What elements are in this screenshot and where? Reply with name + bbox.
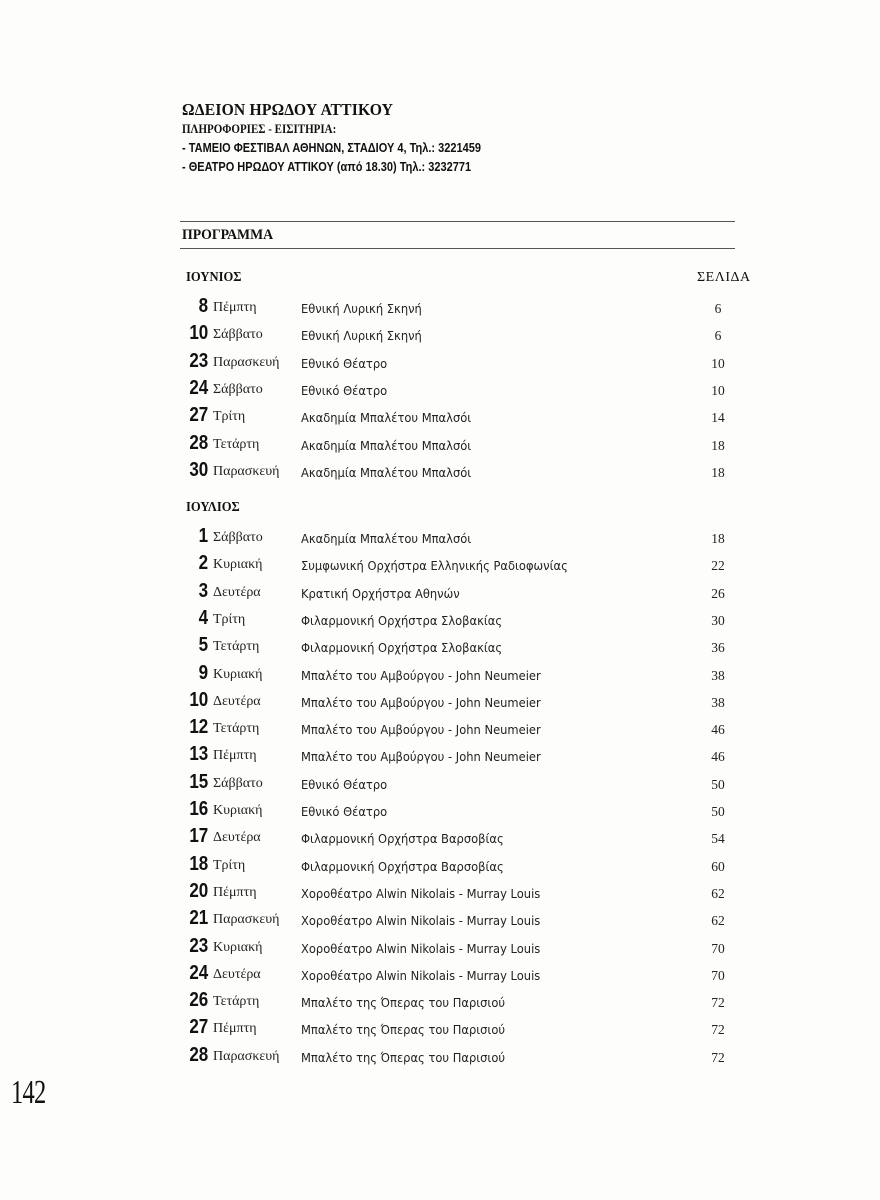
- page-reference: 38: [711, 667, 725, 683]
- event-name: Φιλαρμονική Ορχήστρα Σλοβακίας: [301, 612, 503, 628]
- page-reference: 72: [711, 1022, 725, 1038]
- event-name: Χοροθέατρο Alwin Nikolais - Murray Louis: [301, 967, 541, 983]
- schedule-row: [0, 659, 880, 686]
- day-number: 23: [189, 934, 208, 957]
- schedule-row: [0, 904, 880, 931]
- day-number: 9: [198, 661, 208, 684]
- day-number: 8: [198, 295, 208, 317]
- divider-top: [180, 221, 735, 222]
- day-number: 15: [189, 770, 208, 793]
- info-heading: ΠΛΗΡΟΦΟΡΙΕΣ - ΕΙΣΙΤΗΡΙΑ:: [182, 122, 337, 136]
- weekday-label: Δευτέρα: [213, 584, 261, 600]
- event-name: Εθνική Λυρική Σκηνή: [301, 301, 422, 316]
- weekday-label: Δευτέρα: [213, 966, 261, 982]
- info-line-theatre: - ΘΕΑΤΡΟ ΗΡΩΔΟΥ ΑΤΤΙΚΟΥ (από 18.30) Τηλ.: 3232771: [182, 160, 472, 174]
- page-reference: 38: [711, 694, 725, 710]
- schedule-row: [0, 1041, 880, 1068]
- weekday-label: Τρίτη: [213, 409, 246, 425]
- weekday-label: Παρασκευή: [213, 1048, 280, 1064]
- weekday-label: Τρίτη: [213, 857, 246, 873]
- event-name: Ακαδημία Μπαλέτου Μπαλσόι: [301, 437, 472, 453]
- page-reference: 60: [711, 858, 725, 874]
- weekday-label: Πέμπτη: [213, 884, 257, 900]
- day-number: 1: [198, 525, 208, 547]
- page-reference: 10: [711, 355, 725, 371]
- event-name: Χοροθέατρο Alwin Nikolais - Murray Louis: [301, 885, 541, 901]
- event-name: Μπαλέτο του Αμβούργου - John Neumeier: [301, 749, 541, 765]
- event-name: Ακαδημία Μπαλέτου Μπαλσόι: [301, 464, 472, 480]
- weekday-label: Τετάρτη: [213, 436, 260, 452]
- weekday-label: Σάββατο: [213, 530, 263, 545]
- event-name: Εθνικό Θέατρο: [301, 355, 388, 371]
- schedule-row: [0, 401, 880, 428]
- weekday-label: Πέμπτη: [213, 1021, 257, 1037]
- schedule-row: [0, 959, 880, 986]
- event-name: Μπαλέτο του Αμβούργου - John Neumeier: [301, 722, 541, 738]
- day-number: 27: [189, 1016, 208, 1039]
- page-reference: 10: [711, 382, 725, 398]
- day-number: 28: [189, 1043, 208, 1066]
- day-number: 24: [189, 961, 208, 984]
- schedule-row: [0, 577, 880, 604]
- page-reference: 14: [711, 410, 725, 426]
- schedule-row: [0, 347, 880, 374]
- day-number: 20: [189, 879, 208, 902]
- page-reference: 30: [711, 612, 725, 628]
- day-number: 30: [189, 458, 208, 481]
- event-name: Φιλαρμονική Ορχήστρα Σλοβακίας: [301, 640, 503, 656]
- schedule-row: [0, 877, 880, 904]
- day-number: 18: [189, 852, 208, 875]
- weekday-label: Τρίτη: [213, 611, 246, 627]
- day-number: 3: [198, 579, 208, 602]
- weekday-label: Τετάρτη: [213, 639, 260, 655]
- page-column-header: ΣΕΛΙΔΑ: [697, 270, 751, 285]
- venue-header: [182, 100, 742, 177]
- event-name: Εθνικό Θέατρο: [301, 804, 388, 819]
- day-number: 24: [189, 376, 208, 399]
- event-name: Εθνικό Θέατρο: [301, 382, 388, 398]
- weekday-label: Πέμπτη: [213, 300, 257, 315]
- weekday-label: Τετάρτη: [213, 994, 260, 1010]
- event-name: Φιλαρμονική Ορχήστρα Βαρσοβίας: [301, 858, 504, 874]
- day-number: 13: [189, 743, 208, 766]
- schedule-row: [0, 850, 880, 877]
- page-reference: 6: [714, 328, 722, 344]
- weekday-label: Παρασκευή: [213, 912, 280, 928]
- schedule-row: [0, 713, 880, 740]
- day-number: 26: [189, 989, 208, 1012]
- event-name: Εθνική Λυρική Σκηνή: [301, 328, 422, 344]
- schedule-row: [0, 795, 880, 822]
- day-number: 10: [189, 322, 208, 345]
- weekday-label: Κυριακή: [213, 666, 263, 682]
- schedule-row: [0, 522, 880, 549]
- weekday-label: Σάββατο: [213, 381, 263, 397]
- schedule-row: [0, 740, 880, 767]
- page-reference: 22: [711, 558, 725, 574]
- event-name: Μπαλέτο της Όπερας του Παρισιού: [301, 1049, 506, 1065]
- page-reference: 50: [711, 804, 725, 819]
- page-reference: 62: [711, 885, 725, 901]
- event-name: Κρατική Ορχήστρα Αθηνών: [301, 585, 460, 601]
- page-reference: 70: [711, 967, 725, 983]
- day-number: 4: [198, 606, 208, 629]
- weekday-label: Δευτέρα: [213, 830, 261, 846]
- page-reference: 72: [711, 995, 725, 1011]
- page-reference: 26: [711, 585, 725, 601]
- weekday-label: Τετάρτη: [213, 721, 260, 737]
- info-line-box-office: - ΤΑΜΕΙΟ ΦΕΣΤΙΒΑΛ ΑΘΗΝΩΝ, ΣΤΑΔΙΟΥ 4, Τηλ.: 3221459: [182, 141, 481, 155]
- schedule-row: [0, 456, 880, 483]
- weekday-label: Κυριακή: [213, 557, 263, 573]
- schedule-row: [0, 932, 880, 959]
- weekday-label: Σάββατο: [213, 327, 263, 343]
- schedule-row: [0, 1013, 880, 1040]
- day-number: 21: [189, 907, 208, 930]
- day-number: 28: [189, 431, 208, 454]
- page-reference: 36: [711, 640, 725, 656]
- weekday-label: Δευτέρα: [213, 693, 261, 709]
- day-number: 10: [189, 688, 208, 711]
- month-heading-june: ΙΟΥΝΙΟΣ: [186, 270, 242, 285]
- day-number: 17: [189, 825, 208, 848]
- event-name: Χοροθέατρο Alwin Nikolais - Murray Louis: [301, 940, 541, 956]
- divider-bottom: [180, 248, 735, 249]
- weekday-label: Κυριακή: [213, 939, 263, 955]
- day-number: 23: [189, 349, 208, 372]
- page-reference: 46: [711, 722, 725, 738]
- venue-title: ΩΔΕΙΟΝ ΗΡΩΔΟΥ ΑΤΤΙΚΟΥ: [182, 100, 394, 119]
- page-number: 142: [11, 1074, 46, 1111]
- event-name: Μπαλέτο της Όπερας του Παρισιού: [301, 995, 506, 1011]
- day-number: 2: [198, 552, 208, 575]
- event-name: Φιλαρμονική Ορχήστρα Βαρσοβίας: [301, 831, 504, 847]
- day-number: 5: [198, 634, 208, 657]
- schedule-row: [0, 631, 880, 658]
- day-number: 27: [189, 404, 208, 427]
- event-name: Μπαλέτο του Αμβούργου - John Neumeier: [301, 694, 541, 710]
- event-name: Μπαλέτο της Όπερας του Παρισιού: [301, 1022, 506, 1038]
- day-number: 16: [189, 798, 208, 820]
- event-name: Ακαδημία Μπαλέτου Μπαλσόι: [301, 410, 472, 426]
- event-name: Συμφωνική Ορχήστρα Ελληνικής Ραδιοφωνίας: [301, 558, 568, 574]
- page-reference: 50: [711, 776, 725, 792]
- schedule-row: [0, 429, 880, 456]
- page-reference: 18: [711, 464, 725, 480]
- page-reference: 18: [711, 531, 725, 546]
- page-reference: 46: [711, 749, 725, 765]
- weekday-label: Πέμπτη: [213, 748, 257, 764]
- schedule-row: [0, 686, 880, 713]
- weekday-label: Παρασκευή: [213, 463, 280, 479]
- event-name: Εθνικό Θέατρο: [301, 776, 388, 792]
- page-reference: 62: [711, 913, 725, 929]
- event-name: Χοροθέατρο Alwin Nikolais - Murray Louis: [301, 913, 541, 929]
- weekday-label: Παρασκευή: [213, 354, 280, 370]
- schedule-row: [0, 986, 880, 1013]
- page-reference: 54: [711, 831, 725, 847]
- weekday-label: Σάββατο: [213, 775, 263, 791]
- schedule-row: [0, 768, 880, 795]
- weekday-label: Κυριακή: [213, 803, 263, 818]
- page-reference: 6: [714, 301, 722, 316]
- program-title: ΠΡΟΓΡΑΜΜΑ: [182, 227, 274, 243]
- month-heading-july: ΙΟΥΛΙΟΣ: [186, 500, 240, 515]
- schedule-row: [0, 319, 880, 346]
- schedule-row: [0, 549, 880, 576]
- schedule-row: [0, 374, 880, 401]
- page-reference: 70: [711, 940, 725, 956]
- day-number: 12: [189, 716, 208, 739]
- schedule-row: [0, 604, 880, 631]
- schedule-row: [0, 292, 880, 319]
- event-name: Ακαδημία Μπαλέτου Μπαλσόι: [301, 531, 472, 546]
- page-reference: 72: [711, 1049, 725, 1065]
- event-name: Μπαλέτο του Αμβούργου - John Neumeier: [301, 667, 541, 683]
- schedule-row: [0, 822, 880, 849]
- page-reference: 18: [711, 437, 725, 453]
